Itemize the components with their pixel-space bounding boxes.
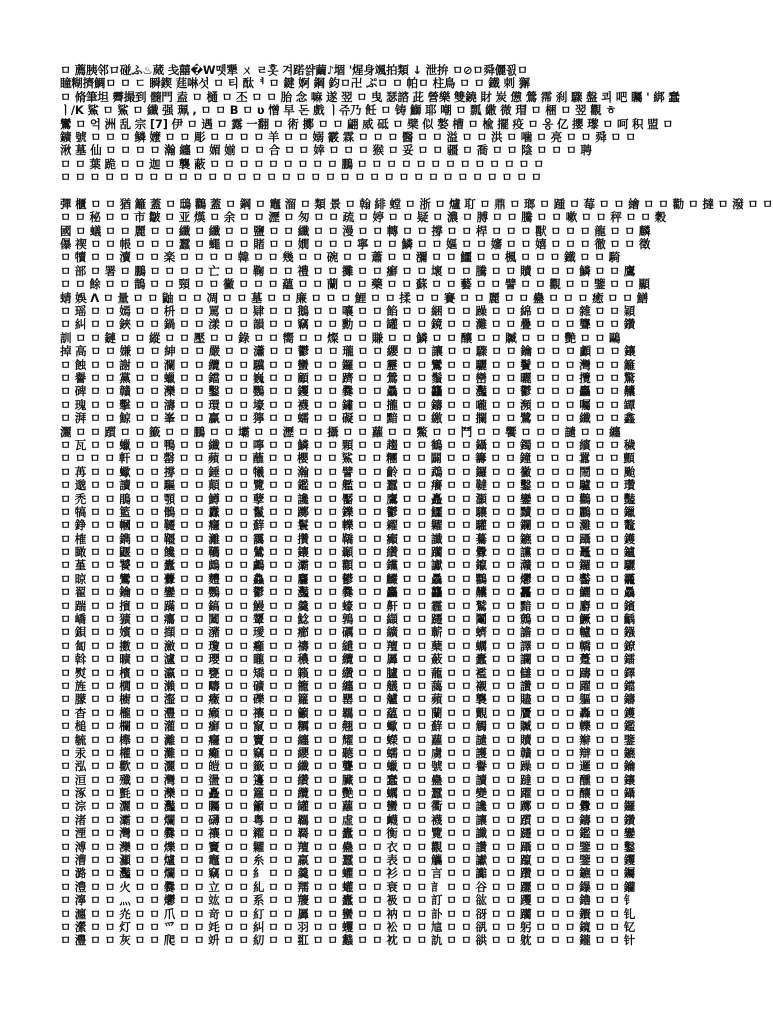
text-line: 國 ㅁ 蟻 ㅁ ㅁ 麗 ㅁ ㅁ 纖 ㅁ 纖 ㅁ ㅁ 鹽 ㅁ ㅁ 纖 ㅁ ㅁ 漫 ㅁ ㅁ 轉 ㅁ ㅁ 撐 ㅁ ㅁ 桿 ㅁ ㅁ ㅁ 獸 ㅁ ㅁ ㅁ 龍 ㅁ ㅁ 麟 [60, 223, 651, 238]
text-line: 蜻 娛 Λ ㅁ 量 ㅁ ㅁ 鼬 ㅁ ㅁ 凋 ㅁ ㅁ 墓 ㅁ ㅁ 廉 ㅁ ㅁ ㅁ 鯉 ㅁ ㅁ 揉 ㅁ ㅁ 賽 ㅁ ㅁ 麗 ㅁ ㅁ 蠱 ㅁ ㅁ ㅁ 癒 ㅁ ㅁ 鱔 [60, 290, 648, 305]
text-line: ㅁ 瓦 ㅁ ㅁ 蠟 ㅁ ㅁ 鴨 ㅁ ㅁ 纖 ㅁ ㅁ 嚀 ㅁ ㅁ 鱗 ㅁ ㅁ 顆 ㅁ ㅁ 趨 ㅁ ㅁ 鶴 ㅁ ㅁ 鑷 ㅁ ㅁ 鐲 ㅁ ㅁ ㅁ 繽 ㅁ ㅁ 穢 [60, 437, 636, 452]
text-line: ㅁ 部 ㅁ 署 ㅁ 鵬 ㅁ ㅁ ㅁ ㅁ 亡 ㅁ ㅁ 鞠 ㅁ ㅁ 禮 ㅁ ㅁ 攤 ㅁ ㅁ 癬 ㅁ ㅁ 壞 ㅁ ㅁ 騰 ㅁ ㅁ 贖 ㅁ ㅁ ㅁ 鱗 ㅁ ㅁ 鷹 [60, 263, 636, 278]
text-line: ㅁ 朦 ㅁ ㅁ 櫥 ㅁ ㅁ 瀣 ㅁ ㅁ 癥 ㅁ ㅁ 礫 ㅁ ㅁ 籮 ㅁ ㅁ 罌 ㅁ ㅁ 艫 ㅁ ㅁ 蘋 ㅁ ㅁ 襲 ㅁ ㅁ 贐 ㅁ ㅁ ㅁ 軀 ㅁ ㅁ 鑄 [60, 692, 636, 707]
text-line: ㅁ ㅁ 餘 ㅁ ㅁ 鵲 ㅁ ㅁ 頸 ㅁ ㅁ 黴 ㅁ ㅁ ㅁ 蘊 ㅁ ㅁ 蘭 ㅁ ㅁ 藥 ㅁ ㅁ 蘇 ㅁ ㅁ 藝 ㅁ ㅁ 譬 ㅁ ㅁ 觀 ㅁ ㅁ 鑒 ㅁ ㅁ 顯 [60, 277, 650, 292]
text-line: ㅁ 糾 ㅁ ㅁ 鋏 ㅁ ㅁ 鍋 ㅁ ㅁ 漾 ㅁ ㅁ 韻 ㅁ ㅁ 竊 ㅁ ㅁ 勳 ㅁ ㅁ 罐 ㅁ ㅁ 鏡 ㅁ ㅁ 灘 ㅁ ㅁ 疊 ㅁ ㅁ ㅁ 聾 ㅁ ㅁ 鑽 [60, 317, 636, 332]
text-line: ㅁ ㅁ 秘 ㅁ ㅁ 市 皺 ㅁ 亚 熯 ㅁ 余 ㅁ ㅁ 瀝 ㅁ 匆 ㅁ ㅁ 疏 ㅁ 婷 ㅁ ㅁ 疑 ㅁ 濃 ㅁ 膊 ㅁ ㅁ 騰 ㅁ ㅁ 嗽 ㅁ ㅁ 秤 ㅁ ㅁ 穀 [60, 210, 667, 225]
text-line: ㅁ 杳 ㅁ ㅁ 櫳 ㅁ ㅁ 灃 ㅁ ㅁ 癩 ㅁ ㅁ 禳 ㅁ ㅁ 籲 ㅁ ㅁ 羈 ㅁ ㅁ 蘊 ㅁ ㅁ 蘭 ㅁ ㅁ 覿 ㅁ ㅁ 贗 ㅁ ㅁ ㅁ 轟 ㅁ ㅁ 鑊 [60, 705, 636, 720]
text-line: ㅁ 旌 ㅁ ㅁ 櫚 ㅁ ㅁ 瀨 ㅁ ㅁ 疇 ㅁ ㅁ 礦 ㅁ ㅁ 籠 ㅁ ㅁ 纏 ㅁ ㅁ 艤 ㅁ ㅁ 藹 ㅁ ㅁ 襯 ㅁ ㅁ 讚 ㅁ ㅁ ㅁ 躍 ㅁ ㅁ 鐺 [60, 678, 636, 693]
text-line: 訓 ㅁ ㅁ 鏈 ㅁ ㅁ 縱 ㅁ ㅁ 壓 ㅁ ㅁ 錄 ㅁ ㅁ 嚮 ㅁ ㅁ 燦 ㅁ ㅁ 賺 ㅁ ㅁ 鱗 ㅁ ㅁ 釀 ㅁ ㅁ 贓 ㅁ ㅁ ㅁ 艷 ㅁ ㅁ 鷗 [60, 330, 621, 345]
text-line: ㅁ 脩筆坦 霽撮到 髓門 盍 ㅁ 樋 ㅁ 丕 ㅁ ㅁ 胎 念 嘛 遂 翌 ㅁ 曳 瑟諮 茈 營樂 雙鐃 財 炭 憊 鶯 霈 刹 驟 盤 쾨 吧 矚 ' 綁 蠢 [60, 89, 680, 104]
text-line: ㅁ 蝕 ㅁ ㅁ 謝 ㅁ ㅁ 瀾 ㅁ ㅁ 纜 ㅁ ㅁ 驥 ㅁ ㅁ 蠻 ㅁ ㅁ 鑼 ㅁ ㅁ 靂 ㅁ ㅁ 鸞 ㅁ ㅁ 驪 ㅁ ㅁ 鬢 ㅁ ㅁ ㅁ 灣 ㅁ ㅁ 籬 [60, 357, 636, 372]
text-line: ㅁ 匐 ㅁ ㅁ 擻 ㅁ ㅁ 瀲 ㅁ ㅁ 瓊 ㅁ ㅁ 癰 ㅁ ㅁ 禱 ㅁ ㅁ 繾 ㅁ ㅁ 羶 ㅁ ㅁ 蘖 ㅁ ㅁ 蠣 ㅁ ㅁ 譯 ㅁ ㅁ ㅁ 轎 ㅁ ㅁ 鐐 [60, 638, 636, 653]
text-line [60, 185, 666, 198]
text-line: ㅁ 澧 ㅁ ㅁ 火 ㅁ ㅁ 爨 ㅁ ㅁ 立 ㅁ ㅁ 糺 ㅁ ㅁ 羺 ㅁ ㅁ 蠸 ㅁ ㅁ 衰 ㅁ ㅁ 訁 ㅁ ㅁ 谷 ㅁ ㅁ 躧 ㅁ ㅁ ㅁ 鑤 ㅁ ㅁ 钄 [60, 879, 636, 894]
text-line: 灑 ㅁ ㅁ 躓 ㅁ ㅁ 籤 ㅁ ㅁ 鵬 ㅁ ㅁ 壩 ㅁ ㅁ 瀝 ㅁ ㅁ 攝 ㅁ ㅁ 蘿 ㅁ ㅁ 鱉 ㅁ ㅁ 鬥 ㅁ ㅁ 饗 ㅁ ㅁ ㅁ 譴 ㅁ ㅁ 纏 [60, 424, 621, 439]
text-line: 掉 高 ㅁ ㅁ 嫌 ㅁ ㅁ 紳 ㅁ ㅁ 嚴 ㅁ ㅁ 瀟 ㅁ ㅁ 鬱 ㅁ ㅁ 瓏 ㅁ ㅁ 纓 ㅁ ㅁ 讓 ㅁ ㅁ 驟 ㅁ ㅁ 鑰 ㅁ ㅁ ㅁ 顱 ㅁ ㅁ 鑲 [60, 344, 636, 359]
text-line: 彈 櫃 ㅁ ㅁ 猶 籬 蓋 ㅁ 鴟 鸛 蓋 ㅁ 鋼 ㅁ 竈 溜 ㅁ 類 景 ㅁ 翰 緋 螳 ㅁ 浙 ㅁ 爐 耵 ㅁ 鼎 ㅁ 瑯 ㅁ 踵 ㅁ 莓 ㅁ ㅁ 繪 ㅁ ㅁ 勸 ㅁ 撻 ㅁ 潑 ㅁ ㅁ [60, 196, 773, 211]
text-line: ㅁ 翟 ㅁ ㅁ 鑰 ㅁ ㅁ 鑾 ㅁ ㅁ 鸚 ㅁ ㅁ 鬱 ㅁ ㅁ 灩 ㅁ ㅁ 爨 ㅁ ㅁ 麤 ㅁ ㅁ 龘 ㅁ ㅁ 齉 ㅁ ㅁ 靐 ㅁ ㅁ ㅁ 鱺 ㅁ ㅁ 驫 [60, 585, 636, 600]
text-line: ㅁ 濘 ㅁ ㅁ 灬 ㅁ ㅁ 爩 ㅁ ㅁ 竑 ㅁ ㅁ 系 ㅁ ㅁ 羻 ㅁ ㅁ 蠹 ㅁ ㅁ 衱 ㅁ ㅁ 訂 ㅁ ㅁ 谹 ㅁ ㅁ 躩 ㅁ ㅁ ㅁ 鑥 ㅁ ㅁ 钅 [60, 893, 636, 908]
text-line: ㅁ 苒 ㅁ ㅁ 蠍 ㅁ ㅁ 撐 ㅁ ㅁ 錘 ㅁ ㅁ 犧 ㅁ ㅁ 瀚 ㅁ ㅁ 譬 ㅁ ㅁ 齡 ㅁ ㅁ 鵡 ㅁ ㅁ 鑼 ㅁ ㅁ 黴 ㅁ ㅁ ㅁ 鬧 ㅁ ㅁ 颱 [60, 464, 636, 479]
text-line: 儤 禊 ㅁ ㅁ 帳 ㅁ ㅁ ㅁ 蠶 ㅁ 蠅 ㅁ ㅁ 賭 ㅁ ㅁ 嫺 ㅁ ㅁ ㅁ 寧 ㅁ ㅁ 鱗 ㅁ ㅁ 嫗 ㅁ ㅁ 嬸 ㅁ ㅁ 嬉 ㅁ ㅁ ㅁ 徹 ㅁ ㅁ 徵 [60, 237, 651, 252]
text-line: ㅁ 溥 ㅁ ㅁ 灤 ㅁ ㅁ 爍 ㅁ ㅁ 竇 ㅁ ㅁ 糶 ㅁ ㅁ 羶 ㅁ ㅁ 蠱 ㅁ ㅁ 衣 ㅁ ㅁ 觀 ㅁ ㅁ 讚 ㅁ ㅁ 躡 ㅁ ㅁ ㅁ 鑒 ㅁ ㅁ 鑿 [60, 839, 636, 854]
text-line: ㅁ 瑶 ㅁ ㅁ 嫣 ㅁ ㅁ 枡 ㅁ ㅁ 罵 ㅁ ㅁ 肄 ㅁ ㅁ 鵝 ㅁ ㅁ 嚷 ㅁ ㅁ 餡 ㅁ ㅁ 綑 ㅁ ㅁ 躁 ㅁ ㅁ 綿 ㅁ ㅁ ㅁ 雜 ㅁ ㅁ 穎 [60, 304, 636, 319]
text-line: ㅁ 堇 ㅁ ㅁ 饕 ㅁ ㅁ 蠹 ㅁ ㅁ 鷓 ㅁ ㅁ 鸕 ㅁ ㅁ 灞 ㅁ ㅁ 顴 ㅁ ㅁ 钂 ㅁ ㅁ 讞 ㅁ ㅁ 鑹 ㅁ ㅁ 灨 ㅁ ㅁ ㅁ 鑼 ㅁ ㅁ 驪 [60, 558, 636, 573]
text-line: 鑛 號 ㅁ ㅁ ㅁ 鳞 嬤 ㅁ ㅁ 彫 ㅁ ㅁ ㅁ ㅁ 羊 ㅁ ㅁ 嫋 霰 霖 ㅁ ㅁ ㅁ 醫 ㅁ ㅁ 溢 ㅁ ㅁ 洪 ㅁ 噛 ㅁ 亮 ㅁ ㅁ 舜 ㅁ ㅁ [60, 129, 636, 144]
text-line: ㅁ 譽 ㅁ ㅁ 黨 ㅁ ㅁ 蠟 ㅁ ㅁ 鐺 ㅁ ㅁ 巍 ㅁ ㅁ 顧 ㅁ ㅁ 躋 ㅁ ㅁ 鶯 ㅁ ㅁ 鬚 ㅁ ㅁ 巒 ㅁ ㅁ 曬 ㅁ ㅁ ㅁ 攬 ㅁ ㅁ 驚 [60, 370, 636, 385]
text-line: ㅁ 淙 ㅁ ㅁ 灑 ㅁ ㅁ 灩 ㅁ ㅁ 矚 ㅁ ㅁ 籲 ㅁ ㅁ 罐 ㅁ ㅁ 蘿 ㅁ ㅁ 蠻 ㅁ ㅁ 衢 ㅁ ㅁ 讒 ㅁ ㅁ 躑 ㅁ ㅁ ㅁ 釁 ㅁ ㅁ 鑼 [60, 799, 636, 814]
text-line: ㅁ 槌 ㅁ ㅁ 欄 ㅁ ㅁ 灌 ㅁ ㅁ 癬 ㅁ ㅁ 竄 ㅁ ㅁ 糲 ㅁ ㅁ 翹 ㅁ ㅁ 蠍 ㅁ ㅁ 蘚 ㅁ ㅁ 觸 ㅁ ㅁ 贓 ㅁ ㅁ ㅁ 轢 ㅁ ㅁ 鑑 [60, 719, 636, 734]
text-line: ㅁ 錚 ㅁ ㅁ 幗 ㅁ ㅁ 韆 ㅁ ㅁ 癮 ㅁ ㅁ 蘚 ㅁ ㅁ 鬟 ㅁ ㅁ 轢 ㅁ ㅁ 糴 ㅁ ㅁ 糶 ㅁ ㅁ 驩 ㅁ ㅁ 鑭 ㅁ ㅁ ㅁ 灘 ㅁ ㅁ 鼇 [60, 518, 636, 533]
text-line: ㅁ 踹 ㅁ ㅁ 擯 ㅁ ㅁ 蹣 ㅁ ㅁ 鎬 ㅁ ㅁ 鰻 ㅁ ㅁ 羹 ㅁ ㅁ 蠔 ㅁ ㅁ 鼾 ㅁ ㅁ 霾 ㅁ ㅁ 鷲 ㅁ ㅁ 黯 ㅁ ㅁ ㅁ 麝 ㅁ ㅁ 鑌 [60, 598, 636, 613]
text-line: ㅁ 瑰 ㅁ ㅁ 擊 ㅁ ㅁ 濤 ㅁ ㅁ 環 ㅁ ㅁ 壕 ㅁ ㅁ 襪 ㅁ ㅁ 鏽 ㅁ ㅁ 攏 ㅁ ㅁ 鑄 ㅁ ㅁ 嚨 ㅁ ㅁ 瀕 ㅁ ㅁ ㅁ 囑 ㅁ ㅁ 罈 [60, 397, 636, 412]
text-line: 瞳糊擠鯛ㅁ ㅁ ㄷ 瞬鍥 莛啉섯 ㅁ 티 酞ᅧ ㅁ 鍵 婀 鋼 鈞ㅁ卍 ぷㅁ ㅁ 帕ㅁ 柱鳥 ㅁ ㅁ 鐵 刺 獬 [60, 76, 530, 91]
text-line: ㅣ/K 鯊 ㅁ 鯊 ㅁ 纖 强 珮 , ㅁ ㅁ B ㅁ ʋ 憎 早 돈 戲 ㅣ쥬乃 飪 ㅁ 铸 鰤 耶 嘲 ㅁ 瓢 繖 微 瑁 ㅁ 梱 ㅁ 翌 觀 ㅎ [60, 103, 617, 118]
text-line: ㅁ 斡 ㅁ ㅁ 曠 ㅁ ㅁ 瀘 ㅁ ㅁ 瓔 ㅁ ㅁ 矓 ㅁ ㅁ 穠 ㅁ ㅁ 纜 ㅁ ㅁ 羼 ㅁ ㅁ 蘞 ㅁ ㅁ 蠹 ㅁ ㅁ 讕 ㅁ ㅁ ㅁ 躉 ㅁ ㅁ 鐳 [60, 652, 636, 667]
text-line: ㅁ 涿 ㅁ ㅁ 氈 ㅁ ㅁ 灤 ㅁ ㅁ 矗 ㅁ ㅁ 籮 ㅁ ㅁ 纜 ㅁ ㅁ 艷 ㅁ ㅁ 蠣 ㅁ ㅁ 蠶 ㅁ ㅁ 變 ㅁ ㅁ 躍 ㅁ ㅁ ㅁ 釀 ㅁ ㅁ 鑷 [60, 786, 636, 801]
text-line: ㅁ 泓 ㅁ ㅁ 歡 ㅁ ㅁ 灑 ㅁ ㅁ 皚 ㅁ ㅁ 籤 ㅁ ㅁ 纖 ㅁ ㅁ 聾 ㅁ ㅁ 蠟 ㅁ ㅁ 號 ㅁ ㅁ 譽 ㅁ ㅁ 躁 ㅁ ㅁ ㅁ 邏 ㅁ ㅁ 鑰 [60, 759, 636, 774]
text-line: 鸞 ㅁ 억 洲 乱 宗 [7] 伊 ㅁ 遇 ㅁ 露 一翻 ㅁ 術 擲 ㅁ ㅁ 翩 威 砥 ㅁ 檗 似 嫯 槽 ㅁ 楡 擺 疫 ㅁ 옹 亿 攖 瓈 ㅁ 呵 积 盟 ㅁ [60, 116, 674, 131]
text-line: ㅁ 禿 ㅁ ㅁ 鵑 ㅁ ㅁ 顎 ㅁ ㅁ 鱒 ㅁ ㅁ 孽 ㅁ ㅁ 讒 ㅁ ㅁ 靨 ㅁ ㅁ 鷹 ㅁ ㅁ 矗 ㅁ ㅁ 灝 ㅁ ㅁ 鑾 ㅁ ㅁ ㅁ 鸛 ㅁ ㅁ 豔 [60, 491, 636, 506]
document-text-block [60, 63, 773, 948]
text-line: ㅁ 鋇 ㅁ ㅁ 嬪 ㅁ ㅁ 擷 ㅁ ㅁ 瀦 ㅁ ㅁ 璦 ㅁ ㅁ 癤 ㅁ ㅁ 礪 ㅁ ㅁ 纊 ㅁ ㅁ 蘄 ㅁ ㅁ 蠐 ㅁ ㅁ 譫 ㅁ ㅁ ㅁ 轤 ㅁ ㅁ 鏹 [60, 625, 636, 640]
text-line: ㅁ 熨 ㅁ ㅁ 檳 ㅁ ㅁ 瀛 ㅁ ㅁ 甕 ㅁ ㅁ 矯 ㅁ ㅁ 籟 ㅁ ㅁ 纘 ㅁ ㅁ 臚 ㅁ ㅁ 蘢 ㅁ ㅁ 襤 ㅁ ㅁ 讎 ㅁ ㅁ ㅁ 躊 ㅁ ㅁ 鐸 [60, 665, 636, 680]
text-line: ㅁ 犒 ㅁ ㅁ 籃 ㅁ ㅁ 鶻 ㅁ ㅁ 纛 ㅁ ㅁ 鬣 ㅁ ㅁ 躑 ㅁ ㅁ 鑠 ㅁ ㅁ 鬱 ㅁ ㅁ 鱷 ㅁ ㅁ 驤 ㅁ ㅁ 黷 ㅁ ㅁ ㅁ 鸝 ㅁ ㅁ 鑞 [60, 504, 636, 519]
text-line: ㅁ 瀍 ㅁ ㅁ 灮 ㅁ ㅁ 爪 ㅁ ㅁ 竒 ㅁ ㅁ 糽 ㅁ ㅁ 羼 ㅁ ㅁ 蠻 ㅁ ㅁ 衲 ㅁ ㅁ 訃 ㅁ ㅁ 谺 ㅁ ㅁ 躪 ㅁ ㅁ ㅁ 鑦 ㅁ ㅁ 钆 [60, 906, 636, 921]
text-line: ㅁ 晾 ㅁ ㅁ 鸞 ㅁ ㅁ 虋 ㅁ ㅁ 麷 ㅁ ㅁ 鱻 ㅁ ㅁ 麢 ㅁ ㅁ 鬰 ㅁ ㅁ 麣 ㅁ ㅁ 驫 ㅁ ㅁ 鸜 ㅁ ㅁ 爩 ㅁ ㅁ ㅁ 齾 ㅁ ㅁ 龗 [60, 571, 636, 586]
text-line: ㅁ 毓 ㅁ ㅁ 櫸 ㅁ ㅁ 灕 ㅁ ㅁ 癮 ㅁ ㅁ 竇 ㅁ ㅁ 纏 ㅁ ㅁ 耀 ㅁ ㅁ 蠑 ㅁ ㅁ 蘿 ㅁ ㅁ 譴 ㅁ ㅁ 贖 ㅁ ㅁ ㅁ 辮 ㅁ ㅁ 鑒 [60, 732, 636, 747]
text-line: ㅁ 邈 ㅁ ㅁ 讀 ㅁ ㅁ 驅 ㅁ ㅁ 顛 ㅁ ㅁ 覽 ㅁ ㅁ 鑑 ㅁ ㅁ 艦 ㅁ ㅁ 蠶 ㅁ ㅁ 癢 ㅁ ㅁ 韃 ㅁ ㅁ 鑿 ㅁ ㅁ ㅁ 驢 ㅁ ㅁ 瓚 [60, 478, 636, 493]
text-line: ㅁ 榷 ㅁ ㅁ 鐫 ㅁ ㅁ 韁 ㅁ ㅁ 灕 ㅁ ㅁ 靄 ㅁ ㅁ 攢 ㅁ ㅁ 鞽 ㅁ ㅁ 癲 ㅁ ㅁ 讖 ㅁ ㅁ 驀 ㅁ ㅁ 鑣 ㅁ ㅁ ㅁ 躡 ㅁ ㅁ 鑊 [60, 531, 636, 546]
text-line: ㅁ 薦胰邻ロ碰ふ♨蒇 戋囍�W뗏犟 ㄨ ㄹ홋 겨蹃쌹繭♪堌 '煋身颯拍類 ↓ 泄拚 ㅁ⊘ㅁ舜儷꾌ㅁ [60, 63, 528, 77]
text-line: ㅁ 灃 ㅁ ㅁ 灰 ㅁ ㅁ 爬 ㅁ ㅁ 竔 ㅁ ㅁ 糿 ㅁ ㅁ 羾 ㅁ ㅁ 蠽 ㅁ ㅁ 衴 ㅁ ㅁ 訅 ㅁ ㅁ 谼 ㅁ ㅁ 躭 ㅁ ㅁ ㅁ 鑨 ㅁ ㅁ 针 [60, 933, 636, 948]
text-line: ㅁ 湮 ㅁ ㅁ 灣 ㅁ ㅁ 爨 ㅁ ㅁ 禳 ㅁ ㅁ 糴 ㅁ ㅁ 羇 ㅁ ㅁ 蠹 ㅁ ㅁ 衡 ㅁ ㅁ 覽 ㅁ ㅁ 讖 ㅁ ㅁ 躚 ㅁ ㅁ ㅁ 鑑 ㅁ ㅁ 鑾 [60, 826, 636, 841]
text-line: ㅁ 漕 ㅁ ㅁ 灦 ㅁ ㅁ 爐 ㅁ ㅁ 竈 ㅁ ㅁ 糸 ㅁ ㅁ 羸 ㅁ ㅁ 蠶 ㅁ ㅁ 表 ㅁ ㅁ 觿 ㅁ ㅁ 讞 ㅁ ㅁ 躥 ㅁ ㅁ ㅁ 鑒 ㅁ ㅁ 钁 [60, 853, 636, 868]
text-line: ㅁ 汞 ㅁ ㅁ 權 ㅁ ㅁ 灘 ㅁ ㅁ 癱 ㅁ ㅁ 竊 ㅁ ㅁ 纓 ㅁ ㅁ 聽 ㅁ ㅁ 蠕 ㅁ ㅁ 虜 ㅁ ㅁ 護 ㅁ ㅁ 贛 ㅁ ㅁ ㅁ 辯 ㅁ ㅁ 鑣 [60, 745, 636, 760]
text-line: ㅁ 瞰 ㅁ ㅁ 鼴 ㅁ ㅁ 饞 ㅁ ㅁ 韉 ㅁ ㅁ 鷥 ㅁ ㅁ 鑲 ㅁ ㅁ 顳 ㅁ ㅁ 纘 ㅁ ㅁ 躪 ㅁ ㅁ 釁 ㅁ ㅁ 讜 ㅁ ㅁ ㅁ 鼉 ㅁ ㅁ 鑪 [60, 545, 636, 560]
text-line: ㅁ 洹 ㅁ ㅁ 殲 ㅁ ㅁ 灣 ㅁ ㅁ 盪 ㅁ ㅁ 籩 ㅁ ㅁ 纘 ㅁ ㅁ 臟 ㅁ ㅁ 蠢 ㅁ ㅁ 蠱 ㅁ ㅁ 讀 ㅁ ㅁ 躂 ㅁ ㅁ ㅁ 醺 ㅁ ㅁ 鑲 [60, 772, 636, 787]
text-line: ㅁ 碑 ㅁ ㅁ 贛 ㅁ ㅁ 灤 ㅁ ㅁ 鑿 ㅁ ㅁ 鸚 ㅁ ㅁ 钁 ㅁ ㅁ 爨 ㅁ ㅁ 驫 ㅁ ㅁ 龘 ㅁ ㅁ 灩 ㅁ ㅁ 鬱 ㅁ ㅁ ㅁ 麤 ㅁ ㅁ 齉 [60, 384, 636, 399]
text-line: ㅁ ㅁ ㅁ ㅁ ㅁ ㅁ ㅁ ㅁ ㅁ ㅁ ㅁ ㅁ ㅁ ㅁ ㅁ ㅁ ㅁ ㅁ ㅁ ㅁ ㅁ ㅁ ㅁ ㅁ ㅁ ㅁ ㅁ ㅁ ㅁ ㅁ ㅁ ㅁ ㅁ [60, 170, 542, 185]
text-line: ㅁ 湃 ㅁ ㅁ 鯨 ㅁ ㅁ 峯 ㅁ ㅁ 贏 ㅁ ㅁ 獰 ㅁ ㅁ 蠕 ㅁ ㅁ 礙 ㅁ ㅁ 黯 ㅁ ㅁ 繳 ㅁ ㅁ 攔 ㅁ ㅁ 鷺 ㅁ ㅁ ㅁ 纖 ㅁ ㅁ 鑫 [60, 411, 636, 426]
text-line: ㅁ ㅁ 葉 跪 ㅁ ㅁ 迦 ㅁ 襲 蔽 ㅁ ㅁ ㅁ ㅁ ㅁ ㅁ ㅁ ㅁ ㅁ 鵬 ㅁ ㅁ ㅁ ㅁ ㅁ ㅁ ㅁ ㅁ ㅁ ㅁ ㅁ ㅁ ㅁ [60, 156, 545, 171]
text-line: ㅁ 犢 ㅁ ㅁ 瀆 ㅁ ㅁ 楽 ㅁ ㅁ ㅁ ㅁ 韓 ㅁ ㅁ 幾 ㅁ ㅁ 碗 ㅁ ㅁ 蕭 ㅁ ㅁ 瀰 ㅁ ㅁ 鱷 ㅁ ㅁ 楓 ㅁ ㅁ ㅁ 鐵 ㅁ ㅁ 騎 [60, 250, 620, 265]
text-line: ㅁ 渚 ㅁ ㅁ 灞 ㅁ ㅁ 爛 ㅁ ㅁ 礴 ㅁ ㅁ 粵 ㅁ ㅁ 羈 ㅁ ㅁ 虛 ㅁ ㅁ 衊 ㅁ ㅁ 襪 ㅁ ㅁ 讓 ㅁ ㅁ 躓 ㅁ ㅁ ㅁ 鑄 ㅁ ㅁ 鑽 [60, 812, 636, 827]
text-line: ㅁ 嶠 ㅁ ㅁ 獷 ㅁ ㅁ 癟 ㅁ ㅁ 闔 ㅁ ㅁ 顰 ㅁ ㅁ 鯰 ㅁ ㅁ 鶉 ㅁ ㅁ 纈 ㅁ ㅁ 躚 ㅁ ㅁ 鬮 ㅁ ㅁ 鷯 ㅁ ㅁ ㅁ 鱖 ㅁ ㅁ 齲 [60, 612, 636, 627]
text-line: ㅁ ㅁ ㅁ ㅁ 軒 ㅁ ㅁ 罄 ㅁ ㅁ 蘋 ㅁ ㅁ 蘸 ㅁ ㅁ 櫻 ㅁ ㅁ 鯊 ㅁ ㅁ 糰 ㅁ ㅁ 闢 ㅁ ㅁ 籌 ㅁ ㅁ 鐘 ㅁ ㅁ ㅁ 囂 ㅁ ㅁ 顫 [60, 451, 635, 466]
text-line: ㅁ 潞 ㅁ ㅁ 灩 ㅁ ㅁ 爛 ㅁ ㅁ 竊 ㅁ ㅁ 糹 ㅁ ㅁ 羹 ㅁ ㅁ 蠷 ㅁ ㅁ 衫 ㅁ ㅁ 言 ㅁ ㅁ 讟 ㅁ ㅁ 躦 ㅁ ㅁ ㅁ 鑣 ㅁ ㅁ 钃 [60, 866, 636, 881]
text-line: 湫 墓 仙 ㅁ ㅁ ㅁ ㅁ 瀚 纏 ㅁ 媚 媊 ㅁ ㅁ 合 ㅁ ㅁ 婞 ㅁ ㅁ ㅁ 猴 ㅁ 妥 ㅁ ㅁ 疆 ㅁ 喬 ㅁ ㅁ 陰 ㅁ ㅁ ㅁ 聘 [60, 143, 592, 158]
text-line: ㅁ 瀠 ㅁ ㅁ 灯 ㅁ ㅁ 爫 ㅁ ㅁ 竓 ㅁ ㅁ 糾 ㅁ ㅁ 羽 ㅁ ㅁ 蠼 ㅁ ㅁ 衳 ㅁ ㅁ 訄 ㅁ ㅁ 谻 ㅁ ㅁ 躬 ㅁ ㅁ ㅁ 鑧 ㅁ ㅁ 钇 [60, 920, 636, 934]
